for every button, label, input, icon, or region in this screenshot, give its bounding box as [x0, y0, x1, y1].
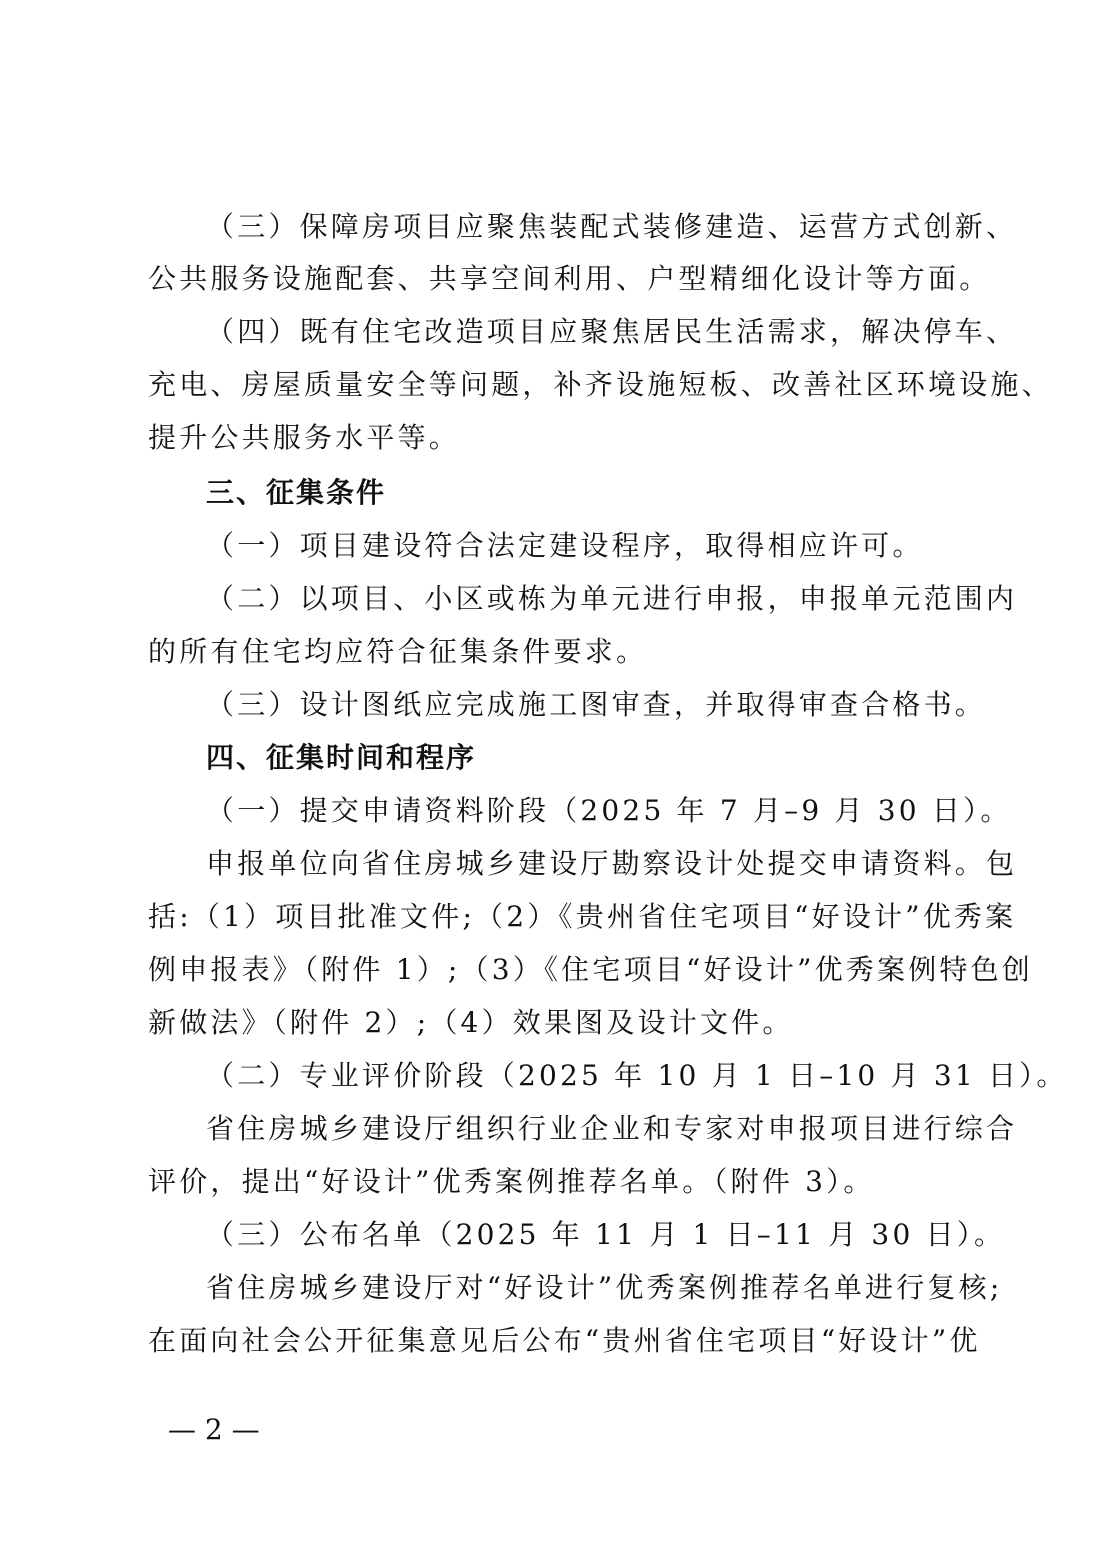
paragraph-line: （一）提交申请资料阶段（2025 年 7 月–9 月 30 日）。 [206, 794, 1012, 827]
paragraph-line: 省住房城乡建设厅对“好设计”优秀案例推荐名单进行复核; [206, 1271, 1003, 1304]
paragraph-line: 省住房城乡建设厅组织行业企业和专家对申报项目进行综合 [206, 1112, 1018, 1145]
paragraph-line: 评价，提出“好设计”优秀案例推荐名单。（附件 3）。 [148, 1165, 875, 1198]
page-number: — 2 — [168, 1413, 260, 1446]
paragraph-line: （三）公布名单（2025 年 11 月 1 日–11 月 30 日）。 [206, 1218, 1006, 1251]
paragraph-line: 提升公共服务水平等。 [148, 421, 461, 454]
paragraph-line: 充电、房屋质量安全等问题，补齐设施短板、改善社区环境设施、 [148, 368, 1053, 401]
paragraph-line: （三）设计图纸应完成施工图审查，并取得审查合格书。 [206, 688, 987, 721]
paragraph-line: 公共服务设施配套、共享空间利用、户型精细化设计等方面。 [148, 262, 991, 295]
section-heading: 三、征集条件 [206, 476, 387, 509]
paragraph-line: （一）项目建设符合法定建设程序，取得相应许可。 [206, 529, 924, 562]
paragraph-line: （四）既有住宅改造项目应聚焦居民生活需求，解决停车、 [206, 315, 1018, 348]
paragraph-line: （二）专业评价阶段（2025 年 10 月 1 日–10 月 31 日）。 [206, 1059, 1068, 1092]
paragraph-line: （二）以项目、小区或栋为单元进行申报，申报单元范围内 [206, 582, 1018, 615]
section-heading: 四、征集时间和程序 [206, 741, 477, 774]
paragraph-line: 在面向社会公开征集意见后公布“贵州省住宅项目“好设计”优 [148, 1324, 981, 1357]
paragraph-line: （三）保障房项目应聚焦装配式装修建造、运营方式创新、 [206, 210, 1018, 243]
paragraph-line: 申报单位向省住房城乡建设厅勘察设计处提交申请资料。包 [206, 847, 1018, 880]
paragraph-line: 例申报表》（附件 1）;（3）《住宅项目“好设计”优秀案例特色创 [148, 953, 1033, 986]
paragraph-line: 括:（1）项目批准文件;（2）《贵州省住宅项目“好设计”优秀案 [148, 900, 1017, 933]
paragraph-line: 的所有住宅均应符合征集条件要求。 [148, 635, 648, 668]
paragraph-line: 新做法》（附件 2）;（4）效果图及设计文件。 [148, 1006, 794, 1039]
